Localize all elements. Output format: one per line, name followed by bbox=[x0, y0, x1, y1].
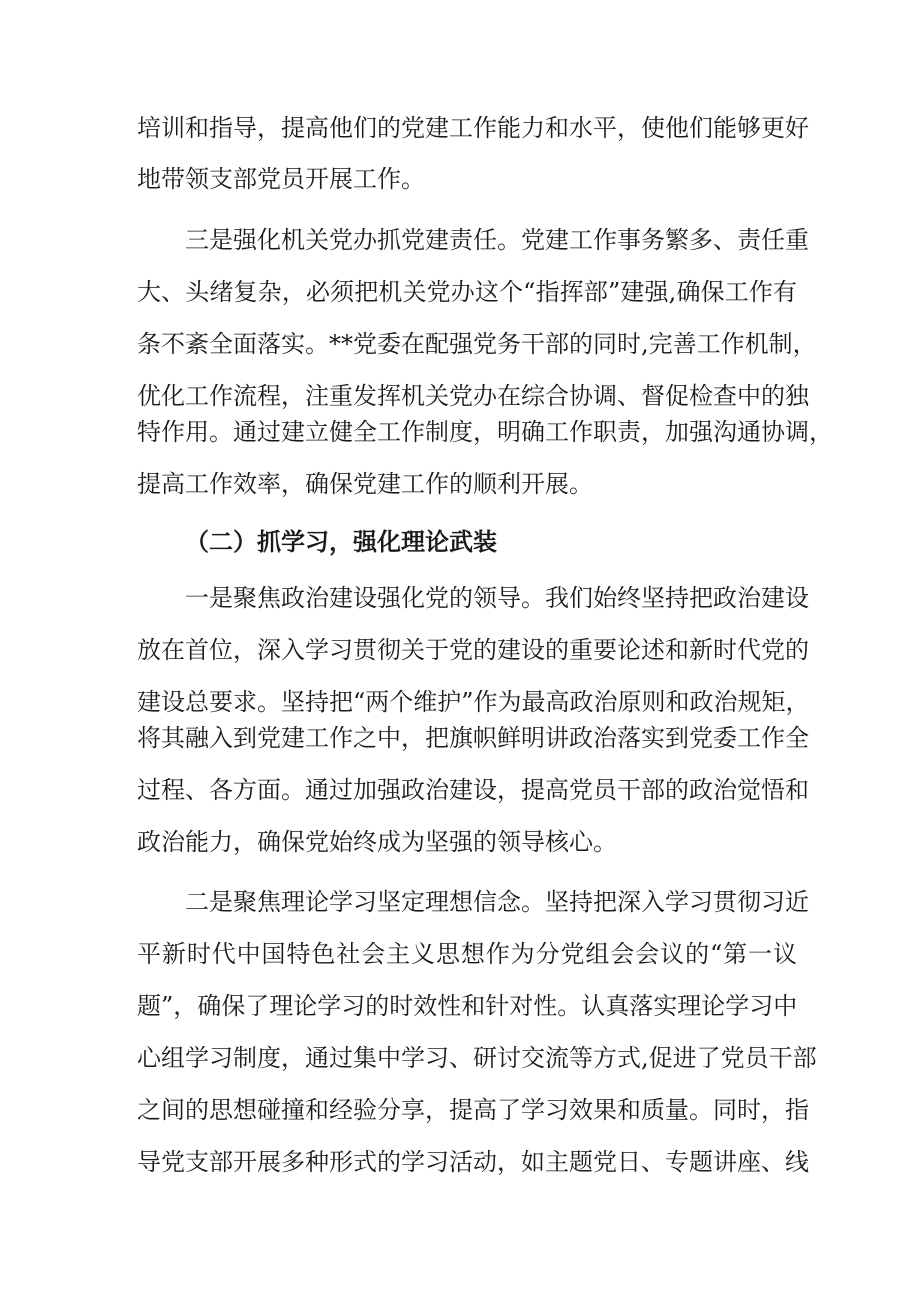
paragraph-line: 平新时代中国特色社会主义思想作为分党组会会议的“第一议 bbox=[137, 940, 797, 968]
paragraph-line: 导党支部开展多种形式的学习活动，如主题党日、专题讲座、线 bbox=[137, 1148, 809, 1176]
paragraph-line: 心组学习制度，通过集中学习、研讨交流等方式,促进了党员干部 bbox=[137, 1044, 817, 1072]
paragraph-line: 二是聚焦理论学习坚定理想信念。坚持把深入学习贯彻习近 bbox=[185, 888, 809, 916]
paragraph-line: 建设总要求。坚持把“两个维护”作为最高政治原则和政治规矩， bbox=[137, 688, 810, 716]
paragraph-line: 地带领支部党员开展工作。 bbox=[137, 165, 425, 193]
paragraph-line: 将其融入到党建工作之中，把旗帜鲜明讲政治落实到党委工作全 bbox=[137, 724, 809, 752]
paragraph-line: 过程、各方面。通过加强政治建设，提高党员干部的政治觉悟和 bbox=[137, 776, 809, 804]
paragraph-line: 政治能力，确保党始终成为坚强的领导核心。 bbox=[137, 828, 617, 856]
paragraph-line: 条不紊全面落实。**党委在配强党务干部的同时,完善工作机制， bbox=[137, 330, 817, 358]
paragraph-line: 优化工作流程，注重发挥机关党办在综合协调、督促检查中的独 bbox=[137, 382, 809, 410]
paragraph-line: 放在首位，深入学习贯彻关于党的建设的重要论述和新时代党的 bbox=[137, 636, 809, 664]
paragraph-line: 提高工作效率，确保党建工作的顺利开展。 bbox=[137, 470, 593, 498]
paragraph-line: 之间的思想碰撞和经验分享，提高了学习效果和质量。同时，指 bbox=[137, 1096, 809, 1124]
paragraph-line: 大、头绪复杂，必须把机关党办这个“指挥部”建强,确保工作有 bbox=[137, 278, 797, 306]
paragraph-line: 培训和指导，提高他们的党建工作能力和水平，使他们能够更好 bbox=[137, 114, 809, 142]
paragraph-line: 一是聚焦政治建设强化党的领导。我们始终坚持把政治建设 bbox=[185, 584, 809, 612]
paragraph-line: 三是强化机关党办抓党建责任。党建工作事务繁多、责任重 bbox=[185, 226, 809, 254]
paragraph-line: 题”，确保了理论学习的时效性和针对性。认真落实理论学习中 bbox=[137, 992, 798, 1020]
section-heading: （二）抓学习，强化理论武装 bbox=[185, 527, 497, 556]
paragraph-line: 特作用。通过建立健全工作制度，明确工作职责，加强沟通协调， bbox=[137, 418, 833, 446]
